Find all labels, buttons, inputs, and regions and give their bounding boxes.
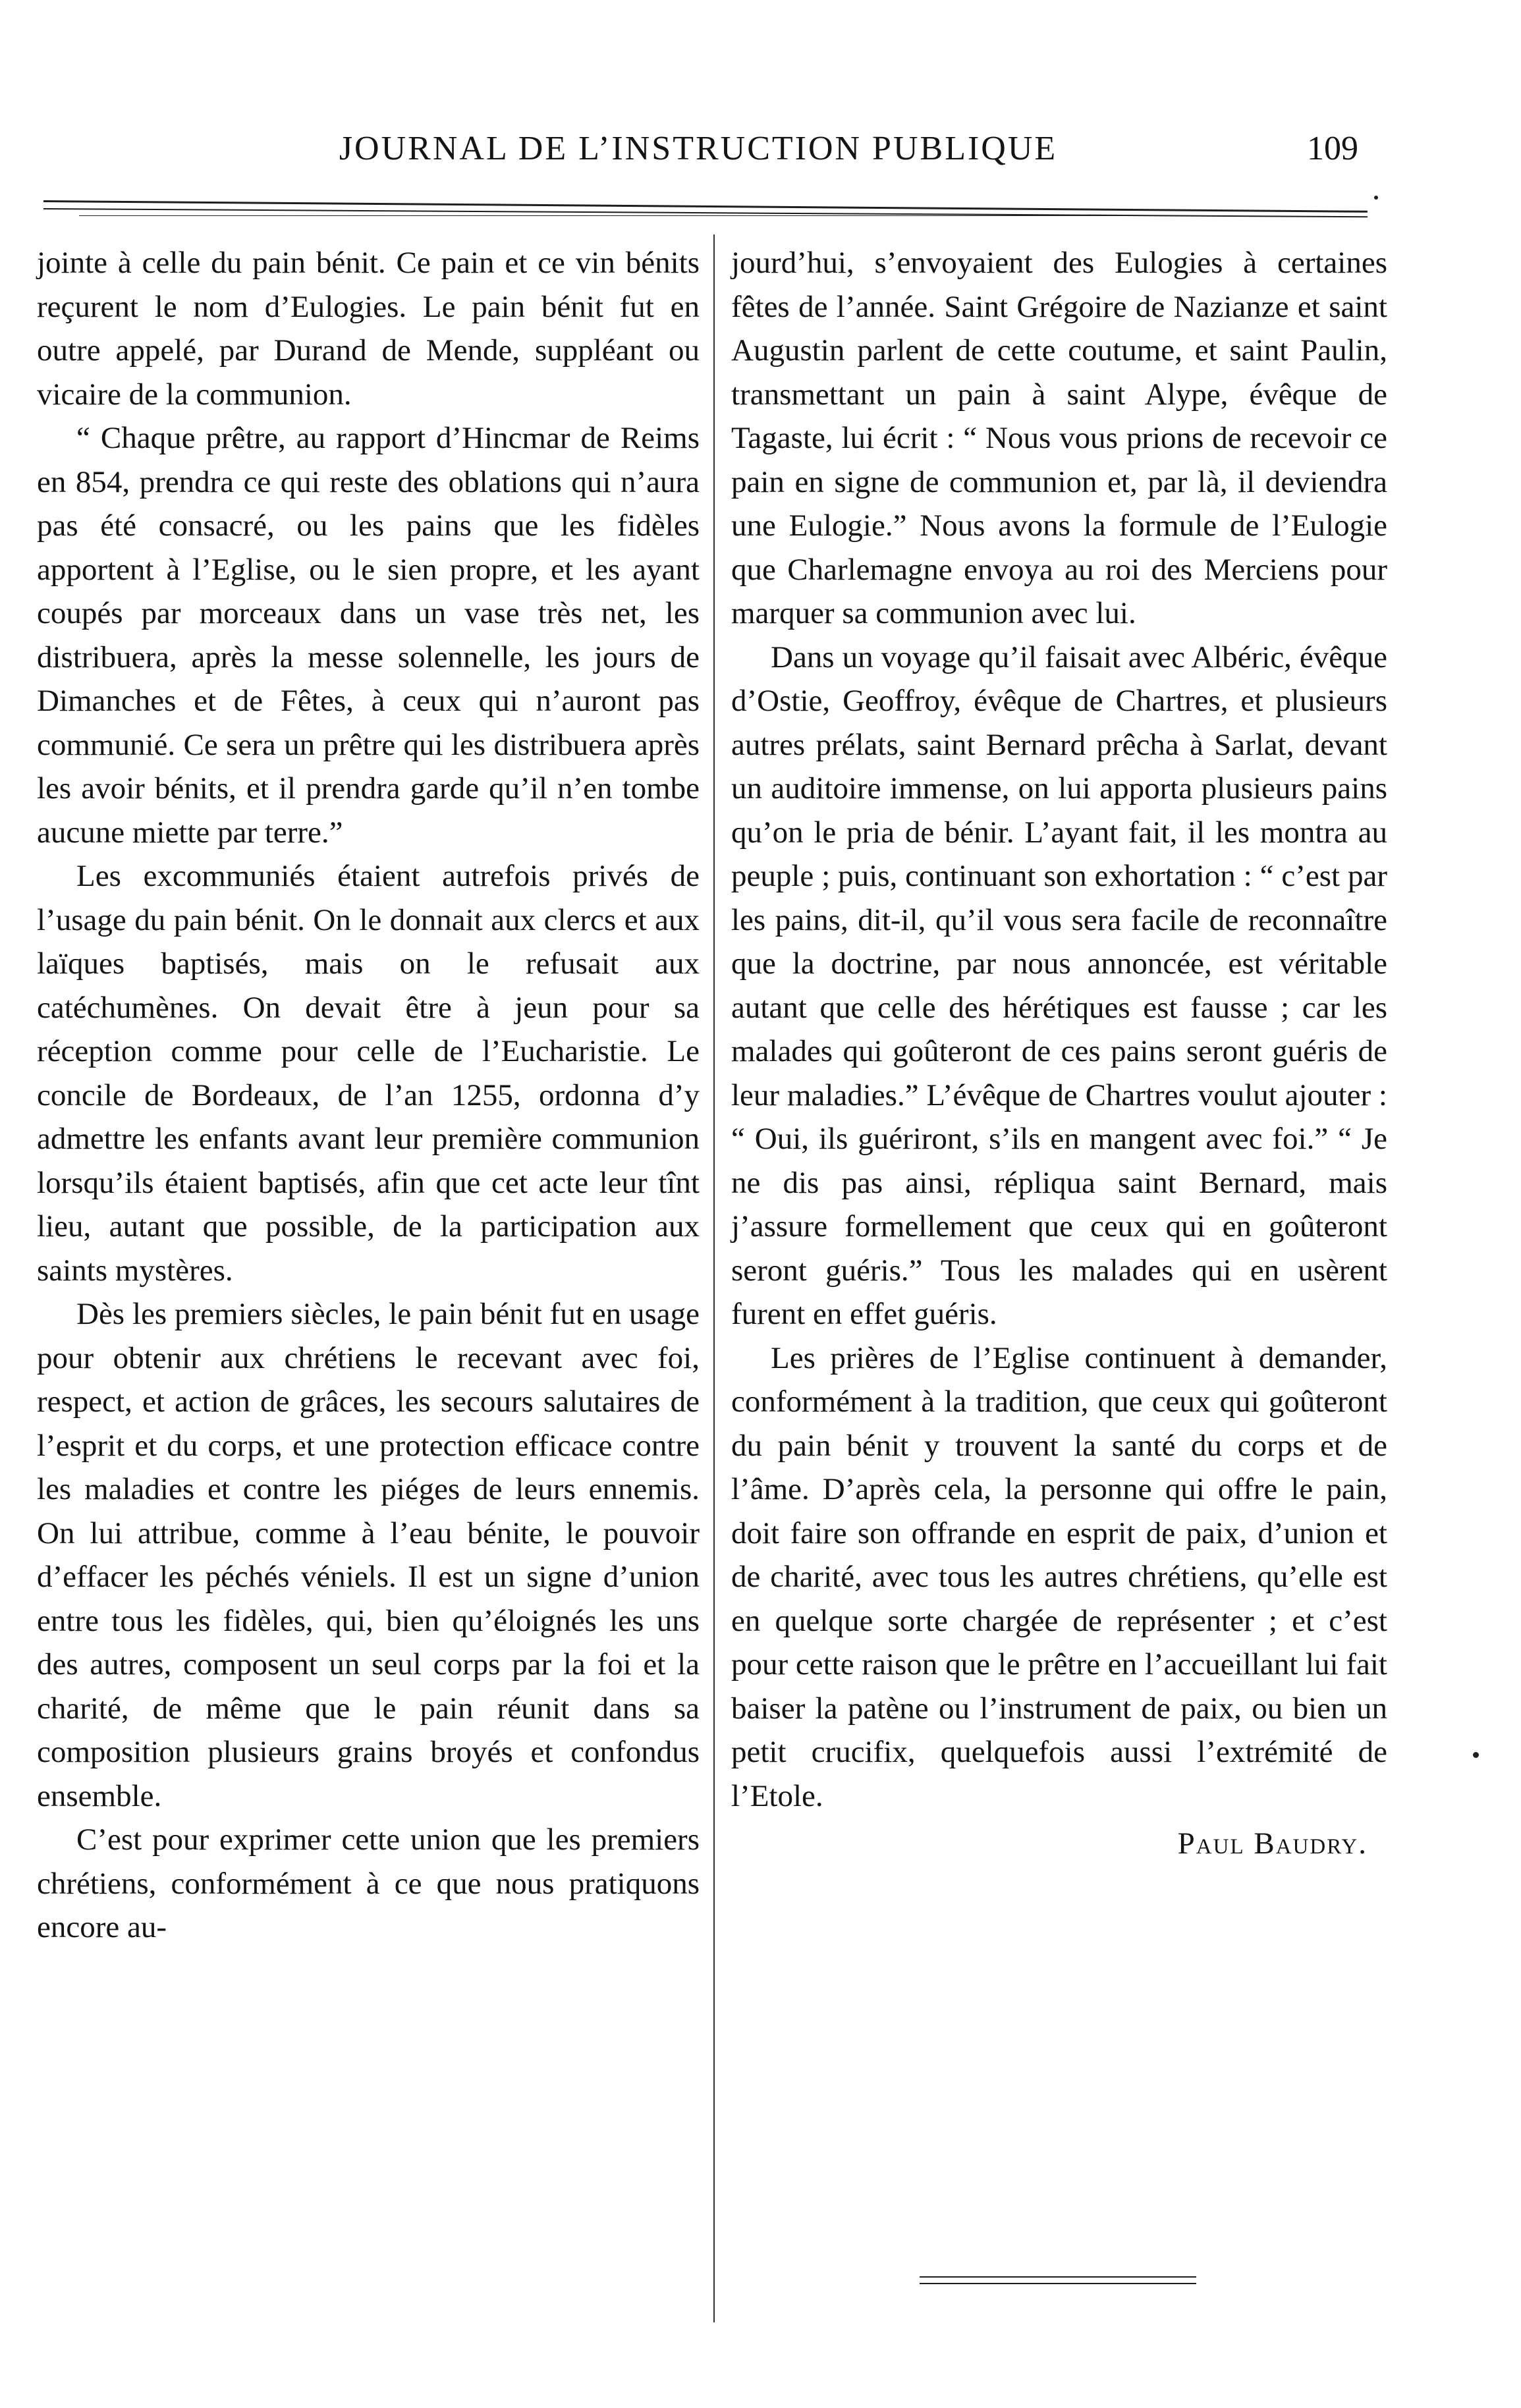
left-column (37, 241, 700, 1950)
paragraph: Les excommuniés étaient autrefois privés de l’usage du pain bénit. On le donnait aux clercs et aux laïques baptisés, mais on le refusait aux catéchumènes. On devait être à jeun pour sa réception comme pour celle de l’Eucharistie. Le concile de Bordeaux, de l’an 1255, ordonna d’y admettre les enfants avant leur première communion lorsqu’ils étaient baptisés, afin que cet acte leur tînt lieu, autant que possible, de la participation aux saints mystères. (37, 859, 700, 1288)
print-speck (1374, 196, 1378, 200)
print-speck (1473, 1752, 1479, 1758)
paragraph: jourd’hui, s’envoyaient des Eulogies à certaines fêtes de l’année. Saint Grégoire de Nazianze et saint Augustin parlent de cette coutume, et saint Paulin, transmettant un pain à saint Alype, évêque de Tagaste, lui écrit : “ Nous vous prions de recevoir ce pain en signe de communion et, par là, il deviendra une Eulogie.” Nous avons la formule de l’Eulogie que Charlemagne envoya au roi des Merciens pour marquer sa communion avec lui. (731, 246, 1387, 630)
running-title: JOURNAL DE L’INSTRUCTION PUBLIQUE (339, 130, 1058, 167)
end-rule (920, 2283, 1196, 2284)
header-rule (79, 215, 1199, 216)
paragraph: jointe à celle du pain bénit. Ce pain et ce vin bénits reçurent le nom d’Eulogies. Le pain bénit fut en outre appelé, par Durand de Mende, suppléant ou vicaire de la communion. (37, 246, 700, 412)
author-signature: Paul Baudry. (1177, 1826, 1368, 1861)
paragraph: C’est pour exprimer cette union que les premiers chrétiens, conformément à ce que nous pratiquons encore au- (37, 1822, 700, 1944)
paragraph: Les prières de l’Eglise continuent à demander, conformément à la tradition, que ceux qui goûteront du pain bénit y trouvent la santé du corps et de l’âme. D’après cela, la personne qui offre le pain, doit faire son offrande en esprit de paix, d’union et de charité, avec tous les autres chrétiens, qu’elle est en quelque sorte chargée de représenter ; et c’est pour cette raison que le prêtre en l’accueillant lui fait baiser la patène ou l’instrument de paix, ou bien un petit crucifix, quelquefois aussi l’extrémité de l’Etole. (731, 1340, 1387, 1813)
column-divider (713, 234, 715, 2322)
paragraph: Dans un voyage qu’il faisait avec Albéric, évêque d’Ostie, Geoffroy, évêque de Chartres, et plusieurs autres prélats, saint Bernard prêcha à Sarlat, devant un auditoire immense, on lui apporta plusieurs pains qu’on le pria de bénir. L’ayant fait, il les montra au peuple ; puis, continuant son exhortation : “ c’est par les pains, dit-il, qu’il vous sera facile de reconnaître que la doctrine, par nous annoncée, est véritable autant que celle des hérétiques est fausse ; car les malades qui goûteront de ces pains seront guéris de leur maladies.” L’évêque de Chartres voulut ajouter : “ Oui, ils guériront, s’ils en mangent avec foi.” “ Je ne dis pas ainsi, répliqua saint Bernard, mais j’assure formellement que ceux qui en goûteront seront guéris.” Tous les malades qui en usèrent furent en effet guéris. (731, 640, 1387, 1331)
paragraph: “ Chaque prêtre, au rapport d’Hincmar de Reims en 854, prendra ce qui reste des oblations qui n’aura pas été consacré, ou les pains que les fidèles apportent à l’Eglise, ou le sien propre, et les ayant coupés par morceaux dans un vase très net, les distribuera, après la messe solennelle, les jours de Dimanches et de Fêtes, à ceux qui n’auront pas communié. Ce sera un prêtre qui les distribuera après les avoir bénits, et il prendra garde qu’il n’en tombe aucune miette par terre.” (37, 421, 700, 850)
end-rule (920, 2276, 1196, 2278)
page-number: 109 (1307, 130, 1358, 167)
paragraph: Dès les premiers siècles, le pain bénit fut en usage pour obtenir aux chrétiens le recevant avec foi, respect, et action de grâces, les secours salutaires de l’esprit et du corps, et une protection efficace contre les maladies et contre les piéges de leurs ennemis. On lui attribue, comme à l’eau bénite, le pouvoir d’effacer les péchés véniels. Il est un signe d’union entre tous les fidèles, qui, bien qu’éloignés les uns des autres, composent un seul corps par la foi et la charité, de même que le pain réunit dans sa composition plusieurs grains broyés et confondus ensemble. (37, 1297, 700, 1813)
right-column (731, 241, 1387, 1866)
header-rule (43, 200, 1368, 213)
